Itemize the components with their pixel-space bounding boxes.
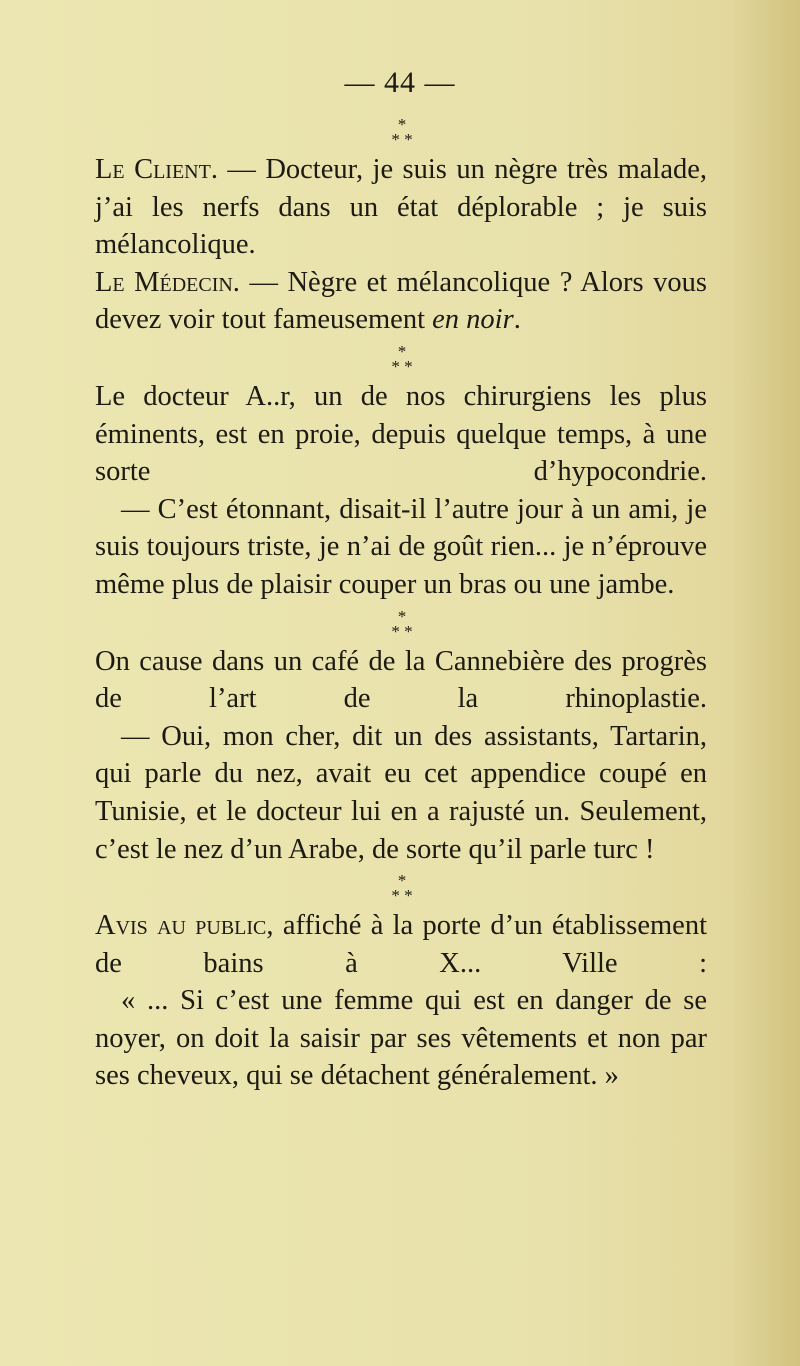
- asterism-bottom: * *: [391, 621, 413, 641]
- paragraph: [95, 491, 707, 604]
- paragraph: [95, 151, 707, 264]
- speaker-dash: —: [217, 154, 266, 185]
- asterism-bottom: * *: [391, 356, 413, 376]
- paragraph: [95, 643, 707, 718]
- asterism-bottom: * *: [391, 130, 413, 149]
- paragraph-text: affiché à la porte d’un établissement de bains à X... Ville :: [95, 910, 707, 979]
- asterism-bottom: * *: [391, 886, 413, 906]
- asterism-top: *: [397, 115, 407, 134]
- paragraph: [95, 264, 707, 339]
- paragraph: [95, 907, 707, 982]
- asterism: [95, 341, 707, 376]
- paragraph-text: « ... Si c’est une femme qui est en danger de se noyer, on doit la saisir par ses vêtements et non par ses cheveux, qui se détachent généralement. »: [95, 985, 707, 1092]
- asterism-top: *: [397, 341, 407, 361]
- asterism: [95, 117, 707, 147]
- asterism: [95, 606, 707, 641]
- asterism-top: *: [397, 871, 407, 891]
- speaker-dash: —: [239, 266, 288, 298]
- speaker-label: Le Client.: [95, 154, 218, 185]
- paragraph: [95, 378, 707, 491]
- paragraph-text: Nègre et mélancolique ? Alors vous devez voir tout fameusement: [95, 266, 707, 336]
- text-block: [95, 112, 707, 1095]
- paragraph-text: — Oui, mon cher, dit un des assistants, Tartarin, qui parle du nez, avait eu cet appendice coupé en Tunisie, et le docteur lui en a rajusté un. Seulement, c’est le nez d’un Arabe, de sorte qu’il parle turc !: [95, 720, 707, 865]
- paragraph: [95, 718, 707, 868]
- speaker-label: Le Médecin.: [95, 266, 240, 298]
- paragraph-end: .: [513, 304, 521, 336]
- speaker-label: Avis au public,: [95, 910, 274, 942]
- paragraph-text: Le docteur A..r, un de nos chirurgiens les plus éminents, est en proie, depuis quelque temps, à une sorte d’hypocondrie.: [95, 380, 707, 488]
- paragraph-text: On cause dans un café de la Cannebière des progrès de l’art de la rhinoplastie.: [95, 645, 707, 715]
- page-edge-shadow: [730, 0, 800, 1366]
- paragraph-text: — C’est étonnant, disait-il l’autre jour à un ami, je suis toujours triste, je n’ai de goût rien... je n’éprouve même plus de plaisir couper un bras ou une jambe.: [95, 493, 707, 600]
- paragraph-text: Docteur, je suis un nègre très malade, j’ai les nerfs dans un état déplorable ; je suis mélancolique.: [95, 154, 707, 261]
- page-number: — 44 —: [344, 66, 456, 99]
- paragraph: [95, 982, 707, 1095]
- asterism-top: *: [397, 606, 407, 626]
- asterism: [95, 871, 707, 906]
- italic-emphasis: en noir: [432, 304, 514, 336]
